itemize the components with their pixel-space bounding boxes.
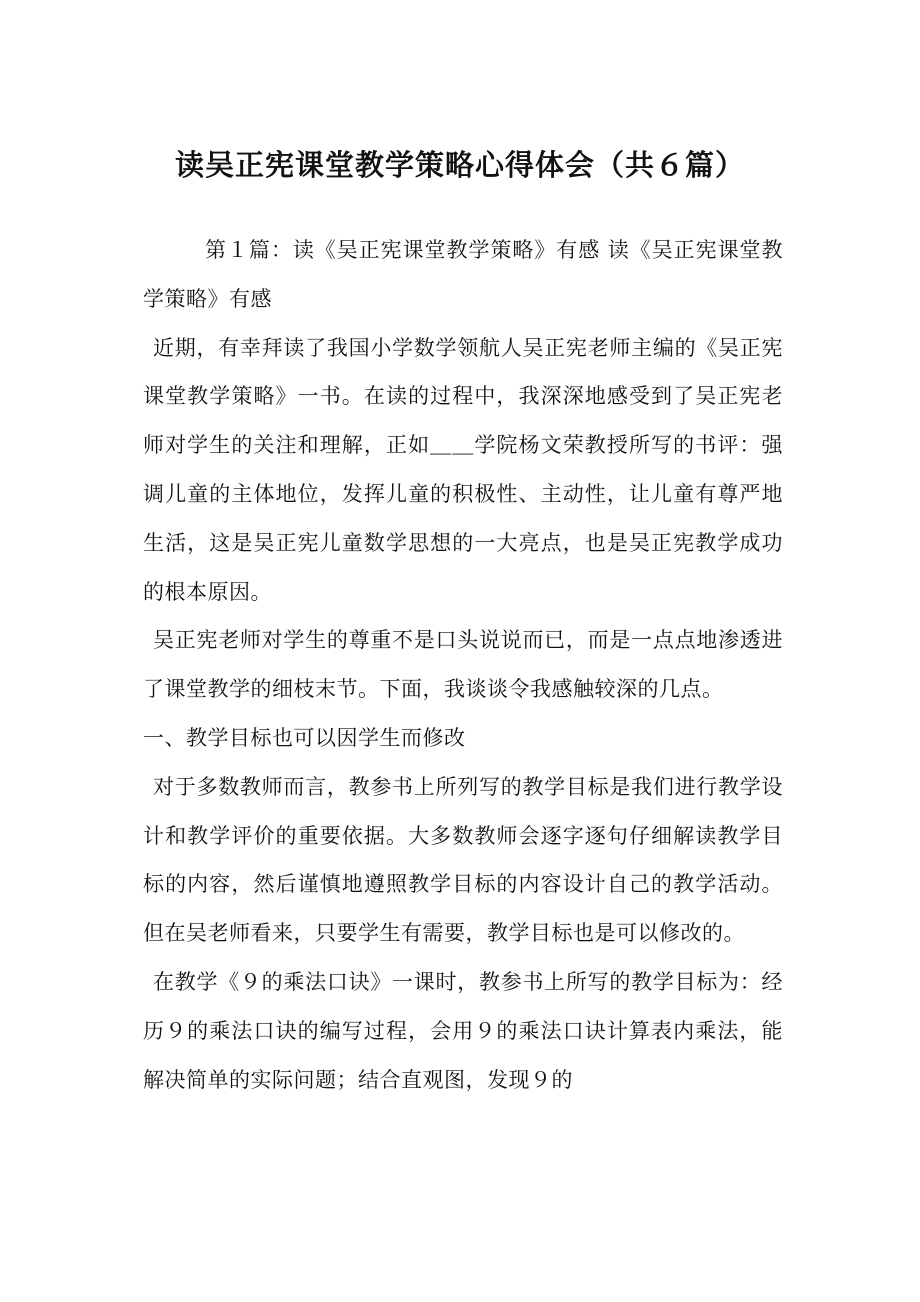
- section-heading: 一、教学目标也可以因学生而修改: [143, 725, 466, 750]
- body-paragraph: 对于多数教师而言，教参书上所列写的教学目标是我们进行教学设计和教学评价的重要依据。大多数教师会逐字逐句仔细解读教学目标的内容，然后谨慎地遵照教学目标的内容设计自己的教学活动。但在吴老师看来，只要学生有需要，教学目标也是可以修改的。: [143, 774, 783, 946]
- document-body: [143, 226, 783, 1104]
- body-paragraph: 在教学《９的乘法口诀》一课时，教参书上所写的教学目标为：经历９的乘法口诀的编写过程，会用９的乘法口诀计算表内乘法，能解决简单的实际问题；结合直观图，发现９的: [143, 969, 783, 1092]
- article-heading-paragraph: 第１篇：读《吴正宪课堂教学策略》有感 读《吴正宪课堂教学策略》有感: [143, 238, 783, 311]
- body-paragraph: 近期，有幸拜读了我国小学数学领航人吴正宪老师主编的《吴正宪课堂教学策略》一书。在读的过程中，我深深地感受到了吴正宪老师对学生的关注和理解，正如＿＿学院杨文荣教授所写的书评：强调儿童的主体地位，发挥儿童的积极性、主动性，让儿童有尊严地生活，这是吴正宪儿童数学思想的一大亮点，也是吴正宪教学成功的根本原因。: [143, 335, 783, 604]
- document-title: 读吴正宪课堂教学策略心得体会（共６篇）: [174, 148, 745, 182]
- body-paragraph: 吴正宪老师对学生的尊重不是口头说说而已，而是一点点地渗透进了课堂教学的细枝末节。下面，我谈谈令我感触较深的几点。: [143, 628, 783, 702]
